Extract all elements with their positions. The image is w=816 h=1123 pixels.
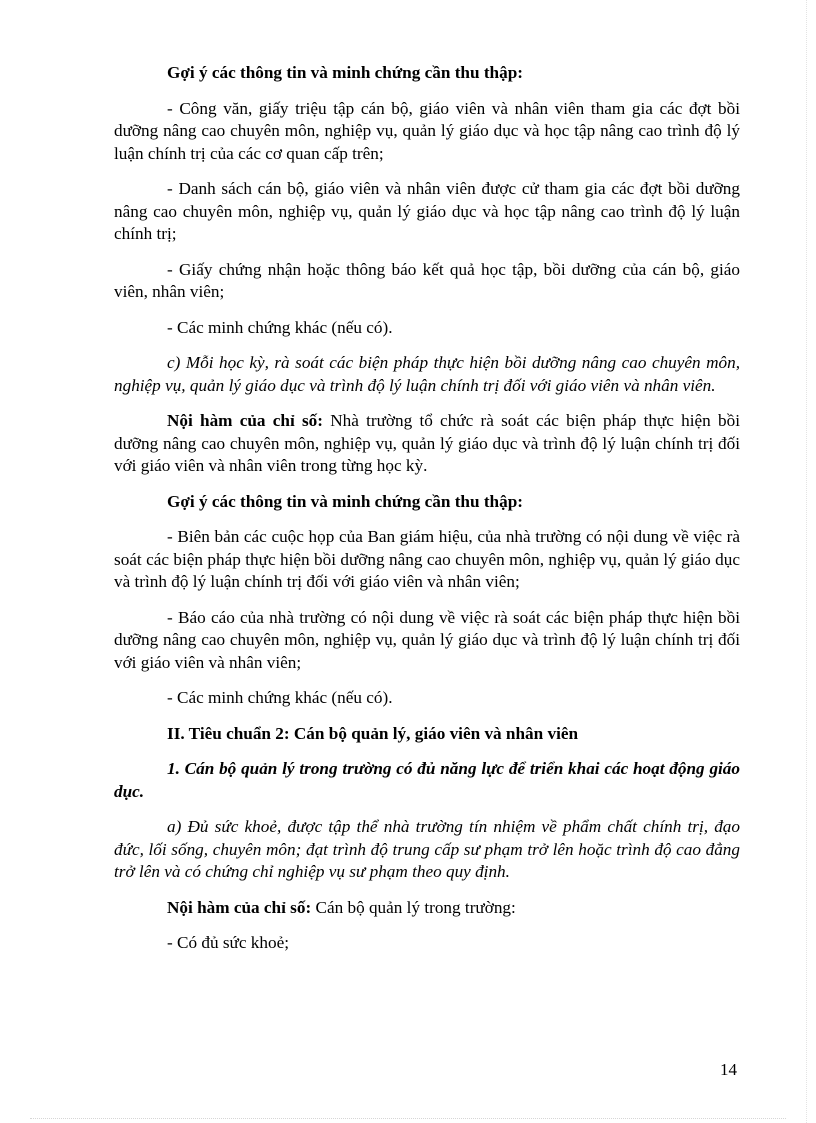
evidence-item-3: - Giấy chứng nhận hoặc thông báo kết quả học tập, bồi dưỡng của cán bộ, giáo viên, nhân viên;	[114, 259, 740, 301]
heading-evidence-1: Gợi ý các thông tin và minh chứng cần thu thập:	[167, 63, 523, 82]
page-bottom-border	[30, 1118, 786, 1119]
standard-label: II. Tiêu chuẩn 2	[167, 723, 284, 743]
evidence-item-1: - Công văn, giấy triệu tập cán bộ, giáo viên và nhân viên tham gia các đợt bồi dưỡng nâng cao chuyên môn, nghiệp vụ, quản lý giáo dục và học tập nâng cao trình độ lý luận chính trị của các cơ quan cấp trên;	[114, 98, 740, 163]
indicator-text: Nhà trường tổ chức rà soát các biện pháp thực hiện bồi dưỡng nâng cao chuyên môn, nghiệp vụ, quản lý giáo dục và trình độ lý luận chính trị đối với giáo viên và nhân viên trong từng học kỳ.	[114, 411, 740, 475]
evidence-item-5: - Biên bản các cuộc họp của Ban giám hiệu, của nhà trường có nội dung về việc rà soát các biện pháp thực hiện bồi dưỡng nâng cao chuyên môn, nghiệp vụ, quản lý giáo dục và trình độ lý luận chính trị đối với giáo viên và nhân viên;	[114, 527, 740, 591]
requirement-item-1: - Có đủ sức khoẻ;	[167, 933, 289, 952]
page-right-border	[806, 0, 807, 1123]
criterion-1-heading: 1. Cán bộ quản lý trong trường có đủ năng lực để triển khai các hoạt động giáo dục.	[114, 759, 740, 801]
standard-heading	[114, 723, 740, 746]
standard-title: : Cán bộ quản lý, giáo viên và nhân viên	[283, 723, 579, 743]
indicator-content-2	[114, 897, 740, 920]
page-number: 14	[720, 1060, 737, 1079]
heading-evidence-2: Gợi ý các thông tin và minh chứng cần thu thập:	[167, 491, 523, 511]
evidence-item-2: - Danh sách cán bộ, giáo viên và nhân viên được cử tham gia các đợt bồi dưỡng nâng cao chuyên môn, nghiệp vụ, quản lý giáo dục và học tập nâng cao trình độ lý luận chính trị;	[114, 179, 740, 243]
indicator-text-2: Cán bộ quản lý trong trường:	[311, 897, 516, 917]
criterion-c: c) Mỗi học kỳ, rà soát các biện pháp thực hiện bồi dưỡng nâng cao chuyên môn, nghiệp vụ, quản lý giáo dục và trình độ lý luận chính trị đối với giáo viên và nhân viên.	[114, 353, 740, 395]
indicator-content-1	[114, 410, 740, 478]
indicator-label-2: Nội hàm của chỉ số:	[167, 897, 312, 917]
criterion-a: a) Đủ sức khoẻ, được tập thể nhà trường tín nhiệm về phẩm chất chính trị, đạo đức, lối sống, chuyên môn; đạt trình độ trung cấp sư phạm trở lên hoặc trình độ cao đẳng trở lên và có chứng chỉ nghiệp vụ sư phạm theo quy định.	[114, 817, 740, 881]
evidence-item-6: - Báo cáo của nhà trường có nội dung về việc rà soát các biện pháp thực hiện bồi dưỡng nâng cao chuyên môn, nghiệp vụ, quản lý giáo dục và trình độ lý luận chính trị đối với giáo viên và nhân viên;	[114, 607, 740, 672]
evidence-item-7: - Các minh chứng khác (nếu có).	[167, 688, 393, 707]
indicator-label: Nội hàm của chỉ số:	[167, 411, 323, 430]
document-body	[114, 62, 740, 968]
evidence-item-4: - Các minh chứng khác (nếu có).	[167, 317, 393, 337]
